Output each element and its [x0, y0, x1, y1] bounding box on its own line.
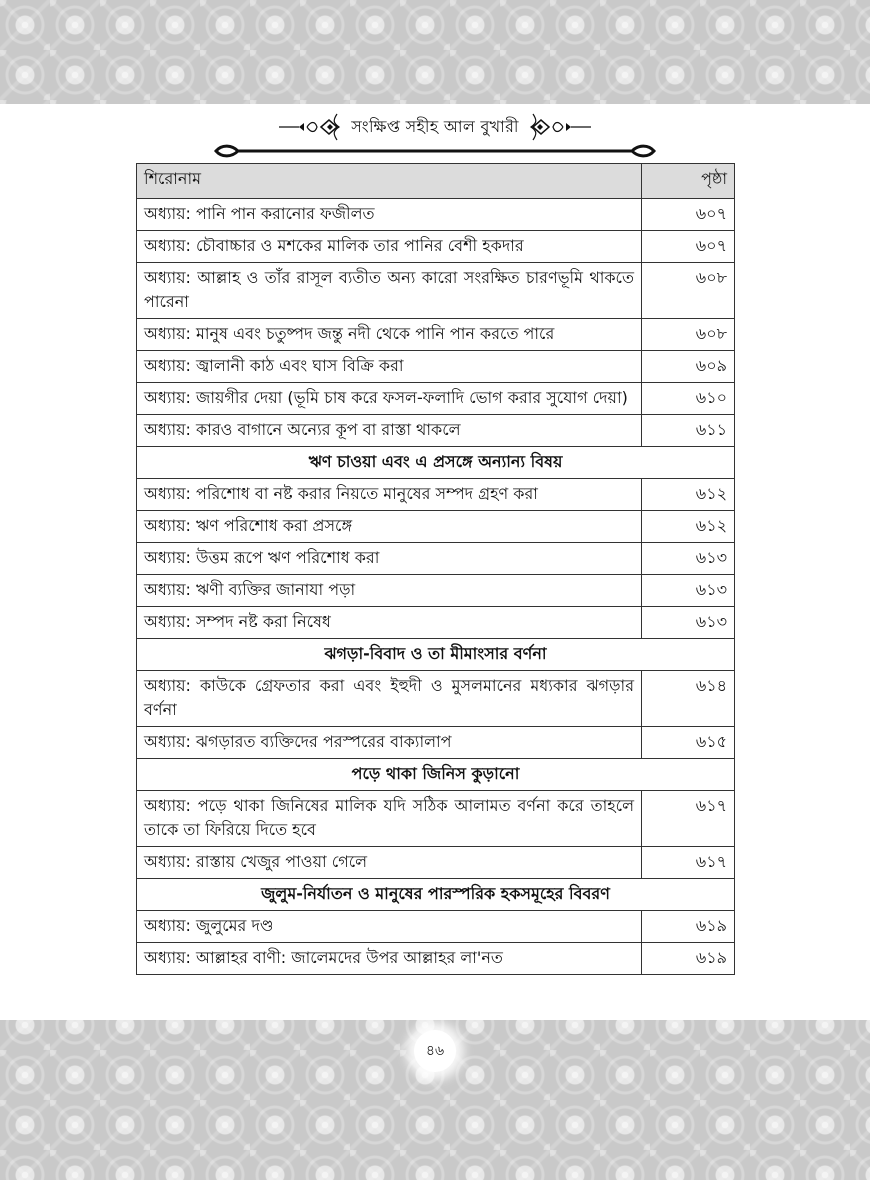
- table-of-contents: [136, 163, 735, 975]
- chapter-title: অধ্যায়: ঝগড়ারত ব্যক্তিদের পরস্পরের বাক্যালাপ: [137, 727, 642, 759]
- toc-entry-row: [137, 511, 735, 543]
- toc-entry-row: [137, 231, 735, 263]
- chapter-page-number: ৬০৭: [642, 231, 735, 263]
- chapter-page-number: ৬১৩: [642, 543, 735, 575]
- toc-entry-row: [137, 607, 735, 639]
- chapter-title: অধ্যায়: পানি পান করানোর ফজীলত: [137, 199, 642, 231]
- page-number-badge: [414, 1030, 456, 1072]
- chapter-page-number: ৬০৯: [642, 351, 735, 383]
- column-header-title: শিরোনাম: [137, 164, 642, 199]
- chapter-title: অধ্যায়: জুলুমের দণ্ড: [137, 911, 642, 943]
- chapter-page-number: ৬১২: [642, 511, 735, 543]
- running-header: [0, 112, 870, 142]
- chapter-title: অধ্যায়: কাউকে গ্রেফতার করা এবং ইহুদী ও মুসলমানের মধ্যকার ঝগড়ার বর্ণনা: [137, 671, 642, 727]
- chapter-title: অধ্যায়: উত্তম রূপে ঋণ পরিশোধ করা: [137, 543, 642, 575]
- toc-entry-row: [137, 791, 735, 847]
- chapter-title: অধ্যায়: পড়ে থাকা জিনিষের মালিক যদি সঠিক আলামত বর্ণনা করে তাহলে তাকে তা ফিরিয়ে দিতে হবে: [137, 791, 642, 847]
- column-header-page: পৃষ্ঠা: [642, 164, 735, 199]
- chapter-page-number: ৬১৩: [642, 607, 735, 639]
- toc-entry-row: [137, 319, 735, 351]
- chapter-title: অধ্যায়: জায়গীর দেয়া (ভূমি চাষ করে ফসল-ফলাদি ভোগ করার সুযোগ দেয়া): [137, 383, 642, 415]
- chapter-title: অধ্যায়: চৌবাচ্চার ও মশকের মালিক তার পানির বেশী হকদার: [137, 231, 642, 263]
- table-body: [137, 199, 735, 975]
- chapter-title: অধ্যায়: মানুষ এবং চতুষ্পদ জন্তু নদী থেকে পানি পান করতে পারে: [137, 319, 642, 351]
- section-heading-row: [137, 759, 735, 791]
- book-title: সংক্ষিপ্ত সহীহ আল বুখারী: [351, 116, 519, 136]
- chapter-page-number: ৬১১: [642, 415, 735, 447]
- toc-entry-row: [137, 911, 735, 943]
- toc-entry-row: [137, 383, 735, 415]
- toc-entry-row: [137, 543, 735, 575]
- chapter-title: অধ্যায়: পরিশোধ বা নষ্ট করার নিয়তে মানুষের সম্পদ গ্রহণ করা: [137, 479, 642, 511]
- toc-entry-row: [137, 575, 735, 607]
- section-heading: পড়ে থাকা জিনিস কুড়ানো: [137, 759, 735, 791]
- section-heading-row: [137, 879, 735, 911]
- chapter-title: অধ্যায়: জ্বালানী কাঠ এবং ঘাস বিক্রি করা: [137, 351, 642, 383]
- toc-entry-row: [137, 479, 735, 511]
- section-heading-row: [137, 447, 735, 479]
- chapter-page-number: ৬১৩: [642, 575, 735, 607]
- chapter-title: অধ্যায়: ঋণী ব্যক্তির জানাযা পড়া: [137, 575, 642, 607]
- left-ornament-icon: [277, 112, 343, 142]
- chapter-page-number: ৬০৮: [642, 319, 735, 351]
- toc-entry-row: [137, 263, 735, 319]
- chapter-title: অধ্যায়: কারও বাগানে অন্যের কূপ বা রাস্তা থাকলে: [137, 415, 642, 447]
- toc-entry-row: [137, 351, 735, 383]
- chapter-page-number: ৬১০: [642, 383, 735, 415]
- chapter-page-number: ৬০৭: [642, 199, 735, 231]
- chapter-title: অধ্যায়: সম্পদ নষ্ট করা নিষেধ: [137, 607, 642, 639]
- chapter-page-number: ৬১৭: [642, 791, 735, 847]
- chapter-page-number: ৬১৫: [642, 727, 735, 759]
- chapter-page-number: ৬০৮: [642, 263, 735, 319]
- section-heading: ঋণ চাওয়া এবং এ প্রসঙ্গে অন্যান্য বিষয়: [137, 447, 735, 479]
- chapter-title: অধ্যায়: রাস্তায় খেজুর পাওয়া গেলে: [137, 847, 642, 879]
- chapter-page-number: ৬১৯: [642, 943, 735, 975]
- chapter-page-number: ৬১৯: [642, 911, 735, 943]
- toc-entry-row: [137, 727, 735, 759]
- toc-entry-row: [137, 415, 735, 447]
- toc-entry-row: [137, 847, 735, 879]
- table-header-row: [137, 164, 735, 199]
- toc-entry-row: [137, 943, 735, 975]
- toc-entry-row: [137, 671, 735, 727]
- chapter-title: অধ্যায়: আল্লাহর বাণী: জালেমদের উপর আল্লাহর লা'নত: [137, 943, 642, 975]
- chapter-title: অধ্যায়: আল্লাহ ও তাঁর রাসূল ব্যতীত অন্য কারো সংরক্ষিত চারণভূমি থাকতে পারেনা: [137, 263, 642, 319]
- chapter-page-number: ৬১৪: [642, 671, 735, 727]
- decorative-rule: [214, 141, 656, 161]
- section-heading-row: [137, 639, 735, 671]
- chapter-title: অধ্যায়: ঋণ পরিশোধ করা প্রসঙ্গে: [137, 511, 642, 543]
- right-ornament-icon: [527, 112, 593, 142]
- chapter-page-number: ৬১৭: [642, 847, 735, 879]
- chapter-page-number: ৬১২: [642, 479, 735, 511]
- section-heading: ঝগড়া-বিবাদ ও তা মীমাংসার বর্ণনা: [137, 639, 735, 671]
- toc-entry-row: [137, 199, 735, 231]
- page-number: ৪৬: [425, 1043, 445, 1059]
- section-heading: জুলুম-নির্যাতন ও মানুষের পারস্পরিক হকসমূহের বিবরণ: [137, 879, 735, 911]
